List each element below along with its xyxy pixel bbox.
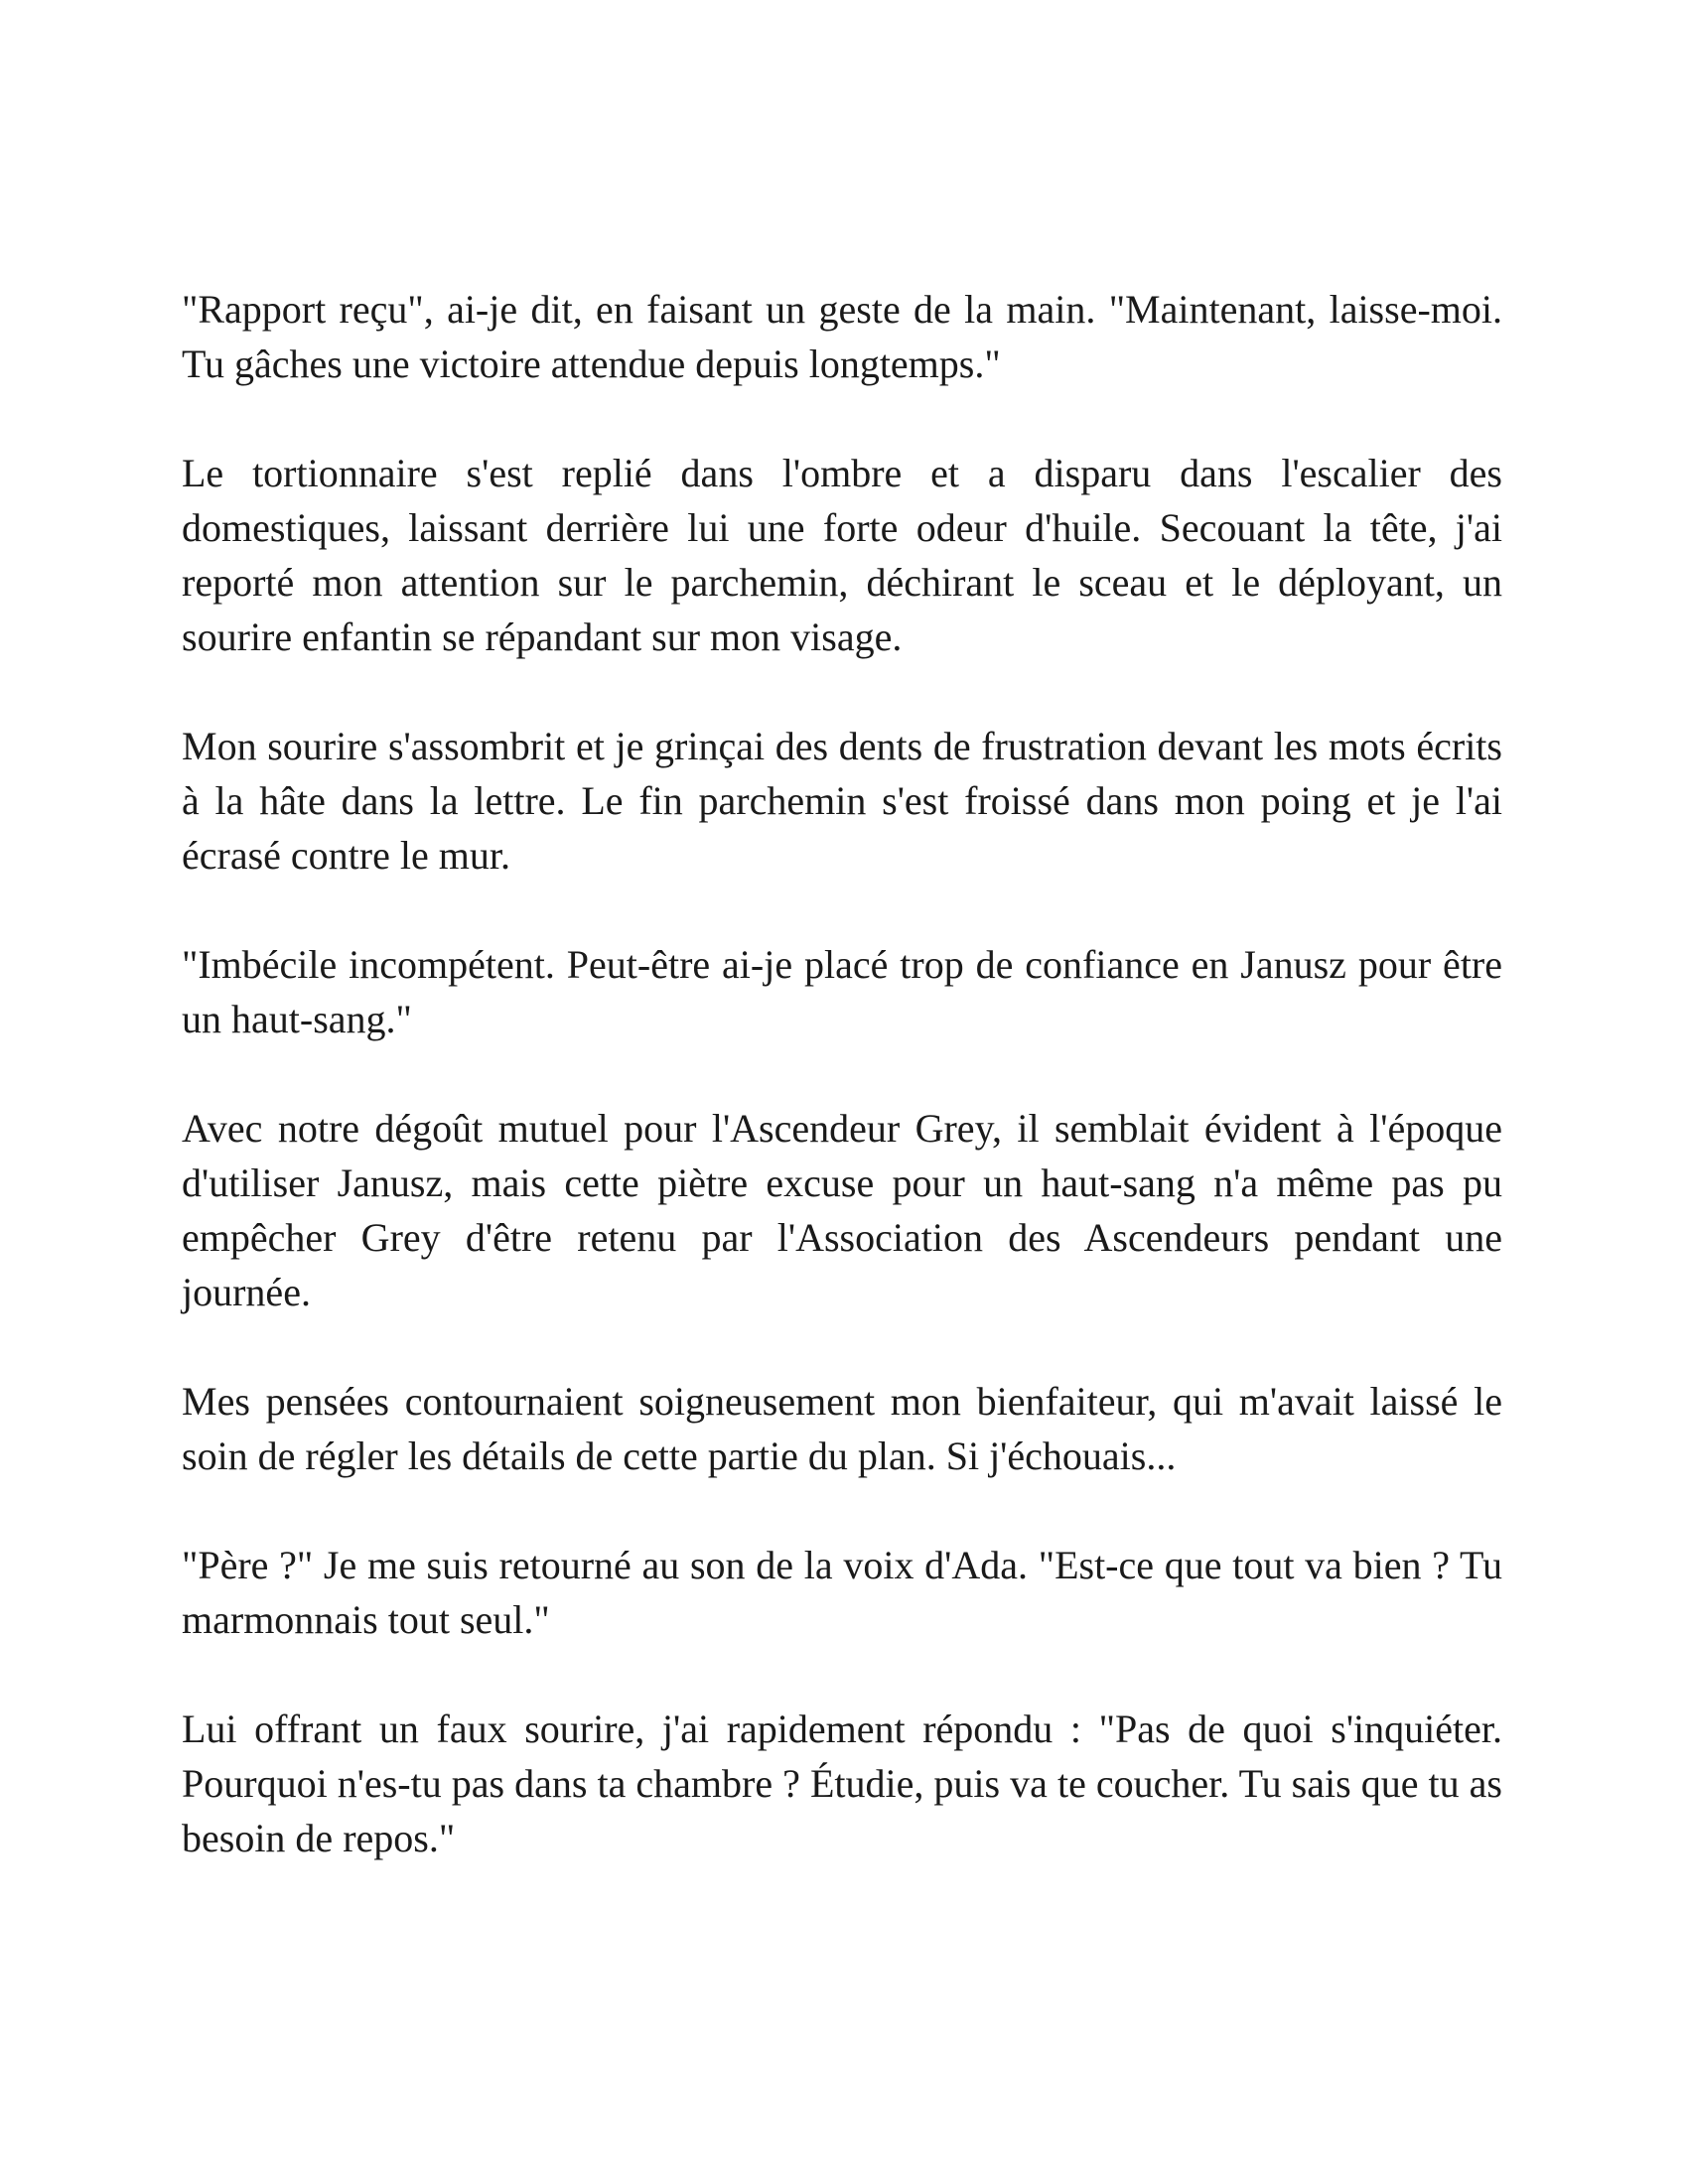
paragraph: Mes pensées contournaient soigneusement mon bienfaiteur, qui m'avait laissé le soin de régler les détails de cette partie du plan. Si j'échouais... [182,1379,1502,1478]
document-body [182,282,1502,1920]
paragraph: Avec notre dégoût mutuel pour l'Ascendeur Grey, il semblait évident à l'époque d'utiliser Janusz, mais cette piètre excuse pour un haut-sang n'a même pas pu empêcher Grey d'être retenu par l'Association des Ascendeurs pendant une journée. [182,1106,1502,1314]
paragraph: "Père ?" Je me suis retourné au son de la voix d'Ada. "Est-ce que tout va bien ? Tu marmonnais tout seul." [182,1543,1502,1642]
paragraph: Lui offrant un faux sourire, j'ai rapidement répondu : "Pas de quoi s'inquiéter. Pourquoi n'es-tu pas dans ta chambre ? Étudie, puis va te coucher. Tu sais que tu as besoin de repos." [182,1706,1502,1860]
paragraph: Mon sourire s'assombrit et je grinçai des dents de frustration devant les mots écrits à la hâte dans la lettre. Le fin parchemin s'est froissé dans mon poing et je l'ai écrasé contre le mur. [182,724,1502,878]
paragraph: "Rapport reçu", ai-je dit, en faisant un geste de la main. "Maintenant, laisse-moi. Tu gâches une victoire attendue depuis longtemps." [182,287,1502,386]
paragraph: "Imbécile incompétent. Peut-être ai-je placé trop de confiance en Janusz pour être un haut-sang." [182,942,1502,1041]
paragraph: Le tortionnaire s'est replié dans l'ombre et a disparu dans l'escalier des domestiques, laissant derrière lui une forte odeur d'huile. Secouant la tête, j'ai reporté mon attention sur le parchemin, déchirant le sceau et le déployant, un sourire enfantin se répandant sur mon visage. [182,451,1502,659]
